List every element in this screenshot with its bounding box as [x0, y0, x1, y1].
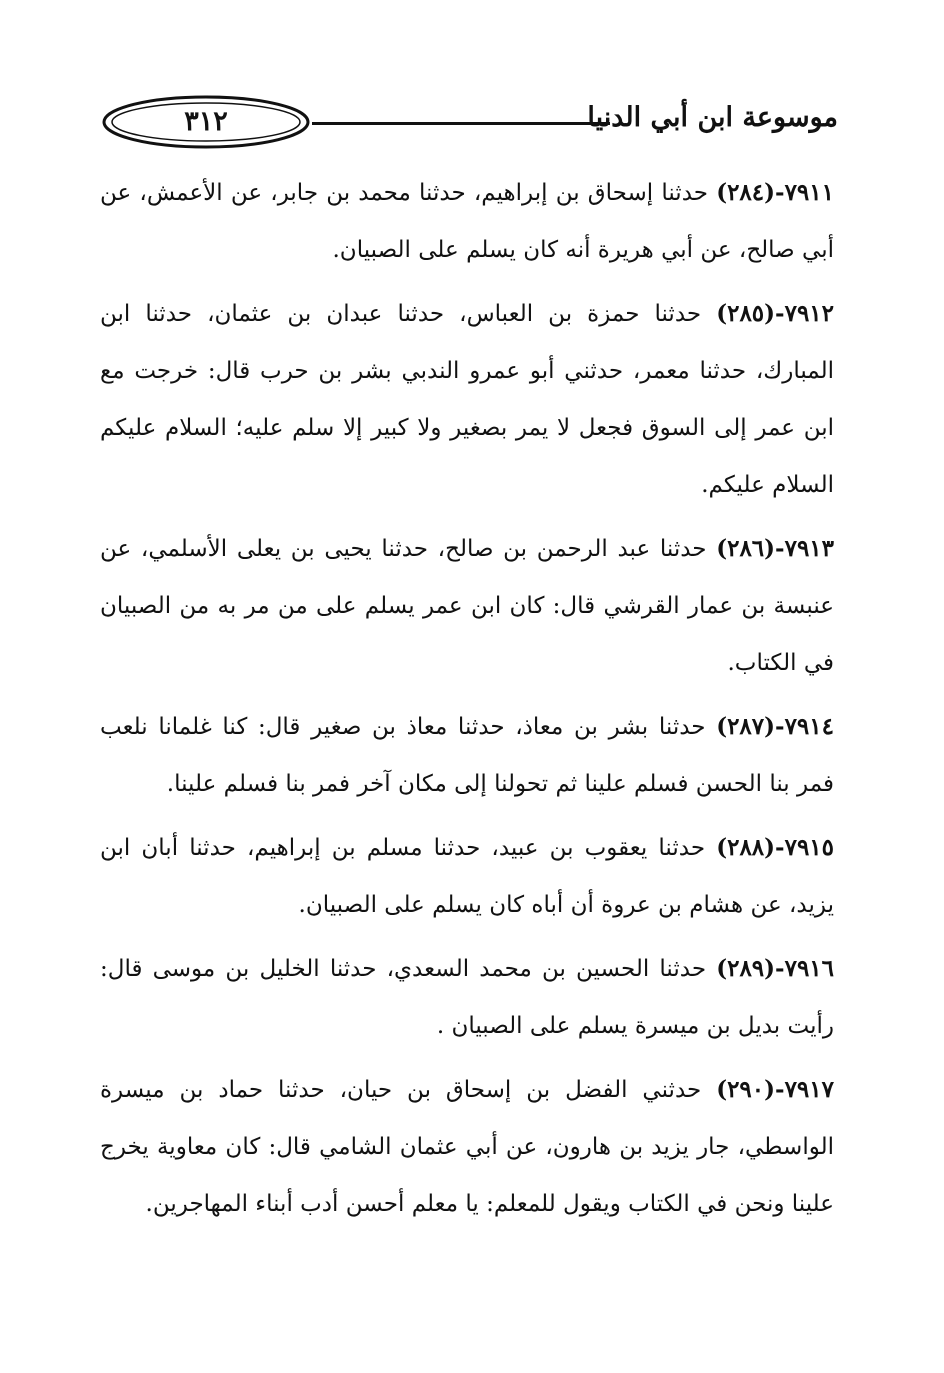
hadith-entry	[100, 164, 834, 279]
hadith-entry	[100, 285, 834, 514]
entry-number: ٧٩١٧-(٢٩٠)	[716, 1076, 834, 1103]
book-title: موسوعة ابن أبي الدنيا	[587, 102, 838, 133]
entry-text: حدثنا عبد الرحمن بن صالح، حدثنا يحيى بن يعلى الأسلمي، عن عنبسة بن عمار القرشي قال: كان ابن عمر يسلم على من مر به من الصبيان في الكتاب.	[100, 536, 834, 676]
entry-number: ٧٩١١-(٢٨٤)	[716, 179, 834, 206]
header-divider	[312, 122, 610, 125]
entry-text: حدثنا إسحاق بن إبراهيم، حدثنا محمد بن جابر، عن الأعمش، عن أبي صالح، عن أبي هريرة أنه كان يسلم على الصبيان.	[100, 180, 834, 263]
entry-text: حدثنا الحسين بن محمد السعدي، حدثنا الخليل بن موسى قال: رأيت بديل بن ميسرة يسلم على الصبيان .	[100, 956, 834, 1039]
hadith-entry	[100, 819, 834, 934]
hadith-entry	[100, 1061, 834, 1233]
hadith-entry	[100, 520, 834, 692]
entry-text: حدثنا يعقوب بن عبيد، حدثنا مسلم بن إبراهيم، حدثنا أبان ابن يزيد، عن هشام بن عروة أن أباه كان يسلم على الصبيان.	[100, 835, 834, 918]
page-header	[100, 92, 838, 152]
entry-number: ٧٩١٣-(٢٨٦)	[716, 535, 835, 562]
entry-text: حدثنا بشر بن معاذ، حدثنا معاذ بن صغير قال: كنا غلمانا نلعب فمر بنا الحسن فسلم علينا ثم تحولنا إلى مكان آخر فمر بنا فسلم علينا.	[100, 714, 834, 797]
page-number: ٣١٢	[184, 106, 228, 137]
entry-number: ٧٩١٤-(٢٨٧)	[716, 713, 834, 740]
page-number-badge	[100, 94, 312, 150]
entry-number: ٧٩١٢-(٢٨٥)	[716, 300, 835, 327]
entry-text: حدثنا حمزة بن العباس، حدثنا عبدان بن عثمان، حدثنا ابن المبارك، حدثنا معمر، حدثني أبو عمرو الندبي بشر بن حرب قال: خرجت مع ابن عمر إلى السوق فجعل لا يمر بصغير ولا كبير إلا سلم عليه؛ السلام عليكم السلام عليكم.	[100, 301, 834, 498]
hadith-entry	[100, 698, 834, 813]
entry-number: ٧٩١٥-(٢٨٨)	[716, 834, 835, 861]
entry-number: ٧٩١٦-(٢٨٩)	[716, 955, 835, 982]
hadith-entry	[100, 940, 834, 1055]
entry-text: حدثني الفضل بن إسحاق بن حيان، حدثنا حماد بن ميسرة الواسطي، جار يزيد بن هارون، عن أبي عثمان الشامي قال: كان معاوية يخرج علينا ونحن في الكتاب ويقول للمعلم: يا معلم أحسن أدب أبناء المهاجرين.	[100, 1077, 834, 1217]
page-content	[100, 164, 834, 1239]
